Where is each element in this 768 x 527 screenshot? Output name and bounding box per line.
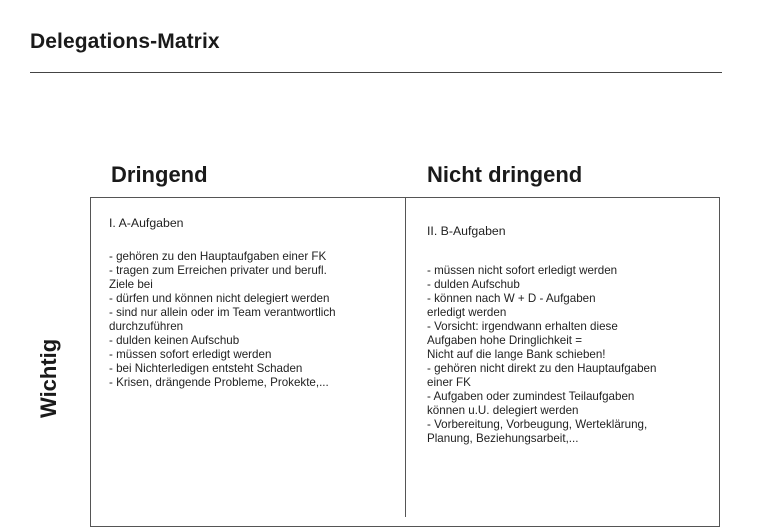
list-item: - Vorsicht: irgendwann erhalten diese Aufgaben hohe Dringlichkeit = Nicht auf die lange Bank schieben! bbox=[427, 320, 618, 361]
list-item: - sind nur allein oder im Team verantwortlich durchzuführen bbox=[109, 306, 336, 333]
list-item: - bei Nichterledigen entsteht Schaden bbox=[109, 362, 303, 375]
list-item: - dulden Aufschub bbox=[427, 278, 520, 291]
list-item: - können nach W + D - Aufgaben erledigt werden bbox=[427, 292, 596, 319]
list-item: - gehören zu den Hauptaufgaben einer FK bbox=[109, 250, 327, 263]
list-item: - müssen nicht sofort erledigt werden bbox=[427, 264, 618, 277]
list-item: - Krisen, drängende Probleme, Prokekte,... bbox=[109, 376, 329, 389]
matrix-divider bbox=[405, 197, 406, 517]
quadrant-a-heading: I. A-Aufgaben bbox=[109, 216, 184, 230]
quadrant-b-list bbox=[427, 264, 722, 446]
quadrant-b-heading: II. B-Aufgaben bbox=[427, 224, 506, 238]
title-rule bbox=[30, 72, 722, 73]
page-title: Delegations-Matrix bbox=[30, 30, 220, 53]
list-item: - müssen sofort erledigt werden bbox=[109, 348, 272, 361]
list-item: - dürfen und können nicht delegiert werden bbox=[109, 292, 330, 305]
column-heading-not-urgent: Nicht dringend bbox=[427, 162, 583, 187]
quadrant-a bbox=[109, 216, 401, 390]
quadrant-b bbox=[427, 224, 722, 446]
list-item: - gehören nicht direkt zu den Hauptaufgaben einer FK bbox=[427, 362, 657, 389]
list-item: - Aufgaben oder zumindest Teilaufgaben können u.U. delegiert werden bbox=[427, 390, 635, 417]
list-item: - Vorbereitung, Vorbeugung, Werteklärung, Planung, Beziehungsarbeit,... bbox=[427, 418, 648, 445]
column-heading-urgent: Dringend bbox=[111, 162, 208, 187]
list-item: - dulden keinen Aufschub bbox=[109, 334, 240, 347]
list-item: - tragen zum Erreichen privater und berufl. Ziele bei bbox=[109, 264, 327, 291]
quadrant-a-list bbox=[109, 250, 401, 390]
row-label-important: Wichtig bbox=[36, 338, 61, 418]
